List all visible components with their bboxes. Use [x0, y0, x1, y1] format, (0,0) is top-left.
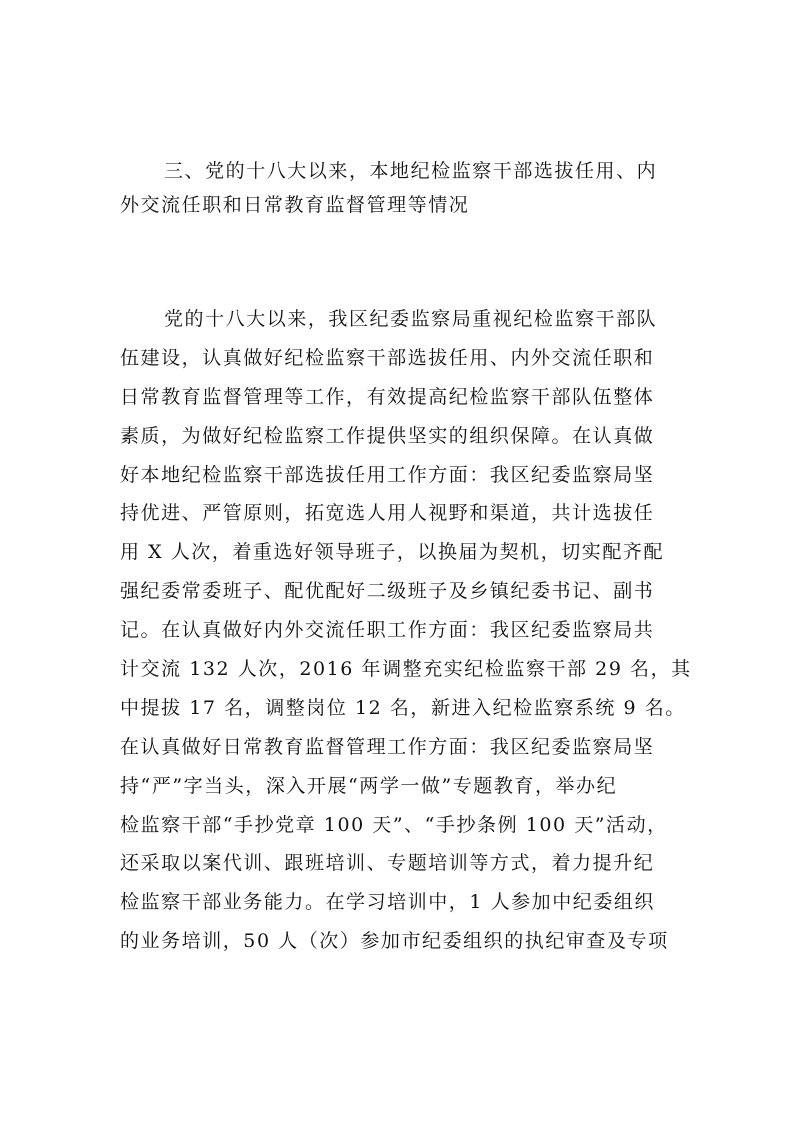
paragraph-line: 记。在认真做好内外交流任职工作方面：我区纪委监察局共 [120, 619, 655, 642]
paragraph-line: 持“严”字当头，深入开展“两学一做”专题教育，举办纪 [120, 774, 618, 797]
heading-line-1: 三、党的十八大以来，本地纪检监察干部选拔任用、内 [164, 160, 658, 182]
paragraph-line: 好本地纪检监察干部选拔任用工作方面：我区纪委监察局坚 [120, 463, 655, 486]
paragraph-line: 强纪委常委班子、配优配好二级班子及乡镇纪委书记、副书 [120, 580, 655, 603]
paragraph-line: 持优进、严管原则，拓宽选人用人视野和渠道，共计选拔任 [120, 502, 655, 525]
paragraph-line: 还采取以案代训、跟班培训、专题培训等方式，着力提升纪 [120, 852, 655, 875]
paragraph-line: 计交流 132 人次，2016 年调整充实纪检监察干部 29 名，其 [120, 658, 692, 681]
paragraph-line: 党的十八大以来，我区纪委监察局重视纪检监察干部队 [164, 308, 658, 330]
paragraph-line: 中提拔 17 名，调整岗位 12 名，新进入纪检监察系统 9 名。 [120, 696, 686, 719]
paragraph-line: 日常教育监督管理等工作，有效提高纪检监察干部队伍整体 [120, 385, 655, 408]
paragraph-line: 的业务培训，50 人（次）参加市纪委组织的执纪审查及专项 [120, 930, 669, 953]
heading-line-2: 外交流任职和日常教育监督管理等情况 [120, 194, 470, 216]
paragraph-line: 检监察干部业务能力。在学习培训中，1 人参加中纪委组织 [120, 891, 655, 914]
section-heading [120, 154, 680, 222]
paragraph-line: 用 X 人次，着重选好领导班子，以换届为契机，切实配齐配 [120, 541, 665, 564]
paragraph-line: 检监察干部“手抄党章 100 天”、“手抄条例 100 天”活动， [120, 813, 668, 836]
paragraph-line: 在认真做好日常教育监督管理工作方面：我区纪委监察局坚 [120, 735, 655, 758]
paragraph-line: 素质，为做好纪检监察工作提供坚实的组织保障。在认真做 [120, 424, 655, 447]
paragraph-line: 伍建设，认真做好纪检监察干部选拔任用、内外交流任职和 [120, 346, 655, 369]
body-paragraph [120, 300, 692, 961]
